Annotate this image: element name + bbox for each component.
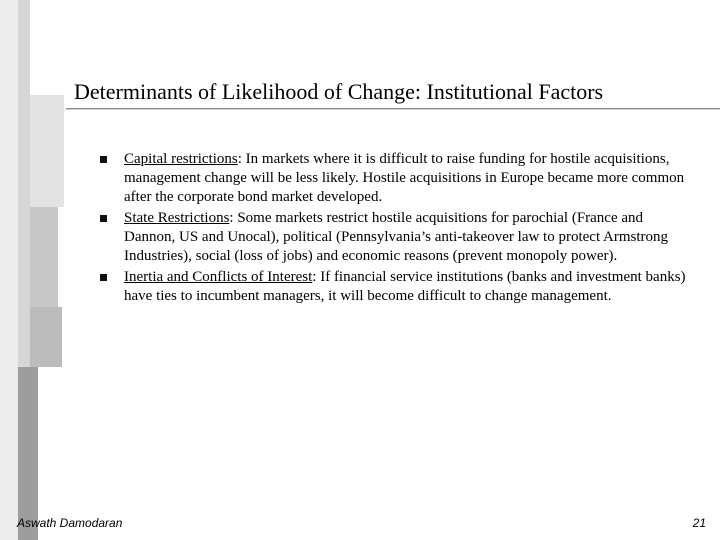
square-bullet-icon (100, 274, 107, 281)
bullet-item (98, 268, 698, 306)
title-divider (66, 108, 720, 109)
bullet-list (98, 150, 698, 306)
bullet-text: : In markets where it is difficult to raise funding for hostile acquisitions, management change will be less likely. Hostile acquisitions in Europe became more common after the corporate bond market developed. (124, 151, 685, 205)
bullet-term: State Restrictions (124, 210, 230, 226)
decorative-bar (30, 95, 64, 207)
decorative-bar (30, 207, 58, 307)
bullet-term: Capital restrictions (124, 151, 238, 167)
bullet-item (98, 209, 698, 266)
decorative-bar (30, 307, 62, 367)
page-number: 21 (692, 516, 706, 530)
slide-title: Determinants of Likelihood of Change: Institutional Factors (74, 79, 604, 104)
bullet-item (98, 150, 698, 207)
decorative-bar (18, 367, 38, 540)
bullet-text: : Some markets restrict hostile acquisitions for parochial (France and Dannon, US and Unocal), political (Pennsylvania’s anti-takeover law to protect Armstrong Industries), social (loss of jobs) and economic reasons (prevent monopoly power). (124, 210, 669, 264)
decorative-bar (0, 0, 18, 540)
square-bullet-icon (100, 156, 107, 163)
footer-author: Aswath Damodaran (17, 516, 123, 530)
square-bullet-icon (100, 215, 107, 222)
bullet-term: Inertia and Conflicts of Interest (124, 269, 313, 285)
bullet-text: : If financial service institutions (banks and investment banks) have ties to incumbent managers, it will become difficult to change management. (124, 269, 686, 304)
